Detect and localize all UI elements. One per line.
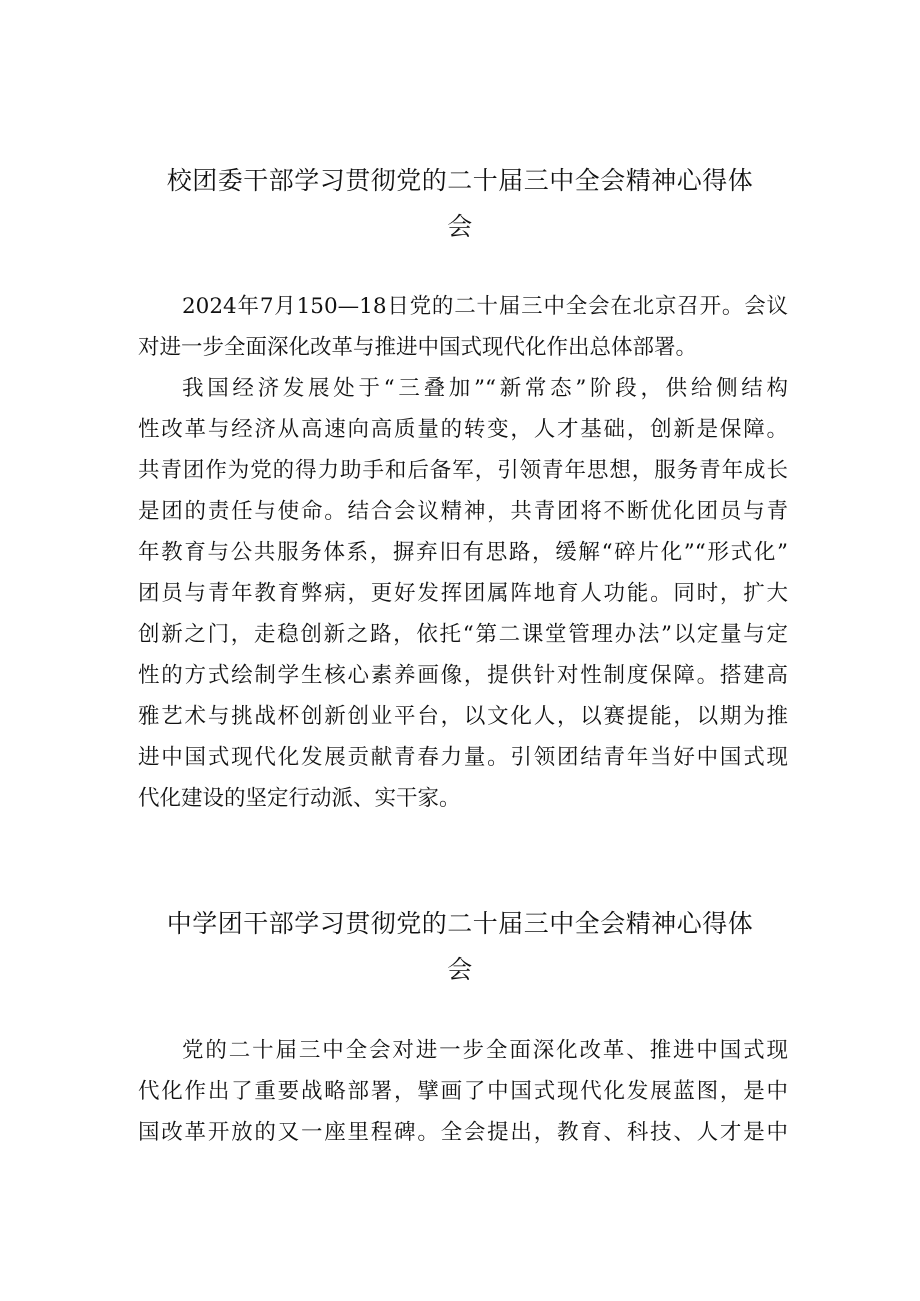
text-line: 团员与青年教育弊病，更好发挥团属阵地育人功能。同时，扩大 bbox=[138, 581, 788, 606]
section-2-title bbox=[138, 901, 782, 993]
title-line: 校团委干部学习贯彻党的二十届三中全会精神心得体 bbox=[166, 166, 754, 195]
title-line: 会 bbox=[447, 212, 473, 241]
text-line: 共青团作为党的得力助手和后备军，引领青年思想，服务青年成长 bbox=[138, 458, 788, 483]
text-line: 党的二十届三中全会对进一步全面深化改革、推进中国式现 bbox=[182, 1038, 788, 1063]
section-1-title bbox=[138, 158, 782, 250]
text-line: 性改革与经济从高速向高质量的转变，人才基础，创新是保障。 bbox=[138, 417, 788, 442]
text-line: 国改革开放的又一座里程碑。全会提出，教育、科技、人才是中 bbox=[138, 1120, 788, 1145]
title-line: 会 bbox=[447, 955, 473, 984]
text-line: 进中国式现代化发展贡献青春力量。引领团结青年当好中国式现 bbox=[138, 745, 788, 770]
section-1-paragraph-2 bbox=[138, 368, 788, 819]
text-line: 2024年7月150—18日党的二十届三中全会在北京召开。会议 bbox=[182, 294, 788, 319]
text-line: 是团的责任与使命。结合会议精神，共青团将不断优化团员与青 bbox=[138, 499, 788, 524]
text-line: 性的方式绘制学生核心素养画像，提供针对性制度保障。搭建高 bbox=[138, 663, 788, 688]
text-line: 年教育与公共服务体系，摒弃旧有思路，缓解“碎片化”“形式化” bbox=[138, 540, 788, 565]
section-2-paragraph-1 bbox=[138, 1030, 788, 1153]
text-line: 雅艺术与挑战杯创新创业平台，以文化人，以赛提能，以期为推 bbox=[138, 704, 788, 729]
text-line: 对进一步全面深化改革与推进中国式现代化作出总体部署。 bbox=[138, 335, 698, 360]
text-line: 代化作出了重要战略部署，擘画了中国式现代化发展蓝图，是中 bbox=[138, 1079, 788, 1104]
text-line: 创新之门，走稳创新之路，依托“第二课堂管理办法”以定量与定 bbox=[138, 622, 788, 647]
text-line: 我国经济发展处于“三叠加”“新常态”阶段，供给侧结构 bbox=[182, 376, 788, 401]
section-1-paragraph-1 bbox=[138, 286, 788, 368]
text-line: 代化建设的坚定行动派、实干家。 bbox=[138, 786, 461, 811]
title-line: 中学团干部学习贯彻党的二十届三中全会精神心得体 bbox=[166, 909, 754, 938]
